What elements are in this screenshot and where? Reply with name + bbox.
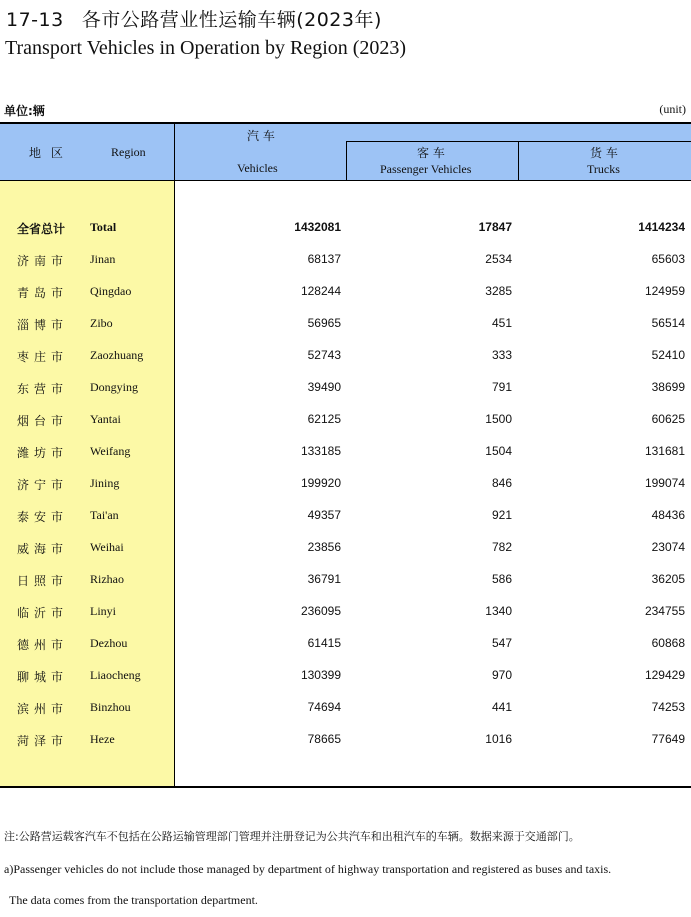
region-cn: 日照市 [17, 574, 69, 588]
vehicles-value: 56965 [307, 316, 341, 330]
region-en: Dezhou [90, 636, 128, 650]
divider [0, 180, 691, 181]
passenger-value: 782 [491, 540, 512, 554]
region-en: Dongying [90, 380, 138, 394]
table-row [0, 628, 691, 660]
region-en: Binzhou [90, 700, 131, 714]
region-en: Rizhao [90, 572, 124, 586]
region-en: Tai'an [90, 508, 119, 522]
passenger-value: 441 [491, 700, 512, 714]
passenger-value: 921 [491, 508, 512, 522]
vehicles-value: 199920 [300, 476, 341, 490]
note-en-line2: The data comes from the transportation department. [9, 893, 258, 907]
trucks-value: 234755 [644, 604, 685, 618]
table-number: 17-13 [6, 9, 64, 31]
header-trucks-cn: 货 车 [590, 146, 618, 160]
passenger-value: 970 [491, 668, 512, 682]
vehicles-value: 236095 [300, 604, 341, 618]
page-title-en: Transport Vehicles in Operation by Region (2023) [5, 37, 407, 59]
vehicles-value: 78665 [307, 732, 341, 746]
table-row [0, 276, 691, 308]
region-en: Qingdao [90, 284, 132, 298]
region-cn: 泰安市 [17, 510, 69, 524]
passenger-value: 1500 [485, 412, 512, 426]
passenger-value: 1504 [485, 444, 512, 458]
trucks-value: 23074 [651, 540, 685, 554]
vehicles-value: 39490 [307, 380, 341, 394]
trucks-value: 60625 [651, 412, 685, 426]
trucks-value: 48436 [651, 508, 685, 522]
trucks-value: 52410 [651, 348, 685, 362]
region-cn: 临沂市 [17, 606, 69, 620]
passenger-value: 333 [491, 348, 512, 362]
table-row [0, 564, 691, 596]
region-cn: 淄博市 [17, 318, 69, 332]
region-cn: 聊城市 [17, 670, 69, 684]
vehicles-value: 36791 [307, 572, 341, 586]
trucks-value: 65603 [651, 252, 685, 266]
region-en: Linyi [90, 604, 116, 618]
region-en: Zibo [90, 316, 113, 330]
trucks-value: 124959 [644, 284, 685, 298]
region-cn: 济宁市 [17, 478, 69, 492]
vehicles-value: 130399 [300, 668, 341, 682]
region-en: Jinan [90, 252, 116, 266]
region-en: Weifang [90, 444, 131, 458]
vehicles-value: 62125 [307, 412, 341, 426]
table-row [0, 308, 691, 340]
region-cn: 滨州市 [17, 702, 69, 716]
table-row [0, 468, 691, 500]
divider [0, 786, 691, 788]
trucks-value: 1414234 [638, 220, 685, 234]
table-row [0, 436, 691, 468]
region-cn: 东营市 [17, 382, 69, 396]
passenger-value: 1016 [485, 732, 512, 746]
header-region-cn: 地 区 [29, 146, 66, 160]
passenger-value: 17847 [478, 220, 512, 234]
passenger-value: 2534 [485, 252, 512, 266]
trucks-value: 131681 [644, 444, 685, 458]
region-en: Weihai [90, 540, 124, 554]
vehicles-value: 128244 [300, 284, 341, 298]
region-cn: 潍坊市 [17, 446, 69, 460]
passenger-value: 791 [491, 380, 512, 394]
unit-label-cn: 单位:辆 [4, 104, 45, 118]
table-row [0, 372, 691, 404]
region-cn: 菏泽市 [17, 734, 69, 748]
trucks-value: 129429 [644, 668, 685, 682]
header-trucks-en: Trucks [587, 162, 620, 176]
vehicles-value: 49357 [307, 508, 341, 522]
passenger-value: 547 [491, 636, 512, 650]
trucks-value: 38699 [651, 380, 685, 394]
table-row [0, 724, 691, 756]
region-cn: 枣庄市 [17, 350, 69, 364]
table-row [0, 532, 691, 564]
note-cn: 注:公路营运载客汽车不包括在公路运输管理部门管理并注册登记为公共汽车和出租汽车的车辆。数据来源于交通部门。 [4, 830, 580, 843]
passenger-value: 846 [491, 476, 512, 490]
trucks-value: 36205 [651, 572, 685, 586]
passenger-value: 451 [491, 316, 512, 330]
header-vehicles-en: Vehicles [237, 161, 278, 175]
region-en: Zaozhuang [90, 348, 144, 362]
passenger-value: 1340 [485, 604, 512, 618]
table-row [0, 692, 691, 724]
region-en: Liaocheng [90, 668, 141, 682]
vehicles-value: 52743 [307, 348, 341, 362]
region-en: Heze [90, 732, 115, 746]
passenger-value: 3285 [485, 284, 512, 298]
region-cn: 烟台市 [17, 414, 69, 428]
table-row [0, 244, 691, 276]
title-cn-text: 各市公路营业性运输车辆(2023年) [81, 9, 382, 31]
vehicles-value: 68137 [307, 252, 341, 266]
trucks-value: 60868 [651, 636, 685, 650]
region-en: Jining [90, 476, 120, 490]
data-table [0, 122, 691, 788]
page-title-cn [6, 5, 382, 32]
table-row [0, 500, 691, 532]
note-en-line1: a)Passenger vehicles do not include those managed by department of highway transportation and registered as buses and taxis. [4, 862, 612, 876]
header-vehicles-cn: 汽 车 [247, 129, 275, 143]
table-row [0, 596, 691, 628]
passenger-value: 586 [491, 572, 512, 586]
table-row-total [0, 212, 691, 244]
header-passenger-en: Passenger Vehicles [380, 162, 472, 176]
trucks-value: 199074 [644, 476, 685, 490]
vehicles-value: 133185 [300, 444, 341, 458]
region-cn: 威海市 [17, 542, 69, 556]
header-region-en: Region [111, 145, 146, 159]
region-cn: 全省总计 [17, 222, 66, 236]
table-row [0, 340, 691, 372]
trucks-value: 74253 [651, 700, 685, 714]
vehicles-value: 23856 [307, 540, 341, 554]
table-row [0, 404, 691, 436]
vehicles-value: 1432081 [294, 220, 341, 234]
region-en: Yantai [90, 412, 121, 426]
divider [518, 141, 519, 180]
unit-label-en: (unit) [659, 102, 686, 116]
region-cn: 德州市 [17, 638, 69, 652]
table-row [0, 660, 691, 692]
region-cn: 青岛市 [17, 286, 69, 300]
region-cn: 济南市 [17, 254, 69, 268]
trucks-value: 77649 [651, 732, 685, 746]
vehicles-value: 74694 [307, 700, 341, 714]
header-passenger-cn: 客 车 [417, 146, 445, 160]
vehicles-value: 61415 [307, 636, 341, 650]
divider [346, 141, 347, 180]
region-en: Total [90, 220, 117, 234]
trucks-value: 56514 [651, 316, 685, 330]
